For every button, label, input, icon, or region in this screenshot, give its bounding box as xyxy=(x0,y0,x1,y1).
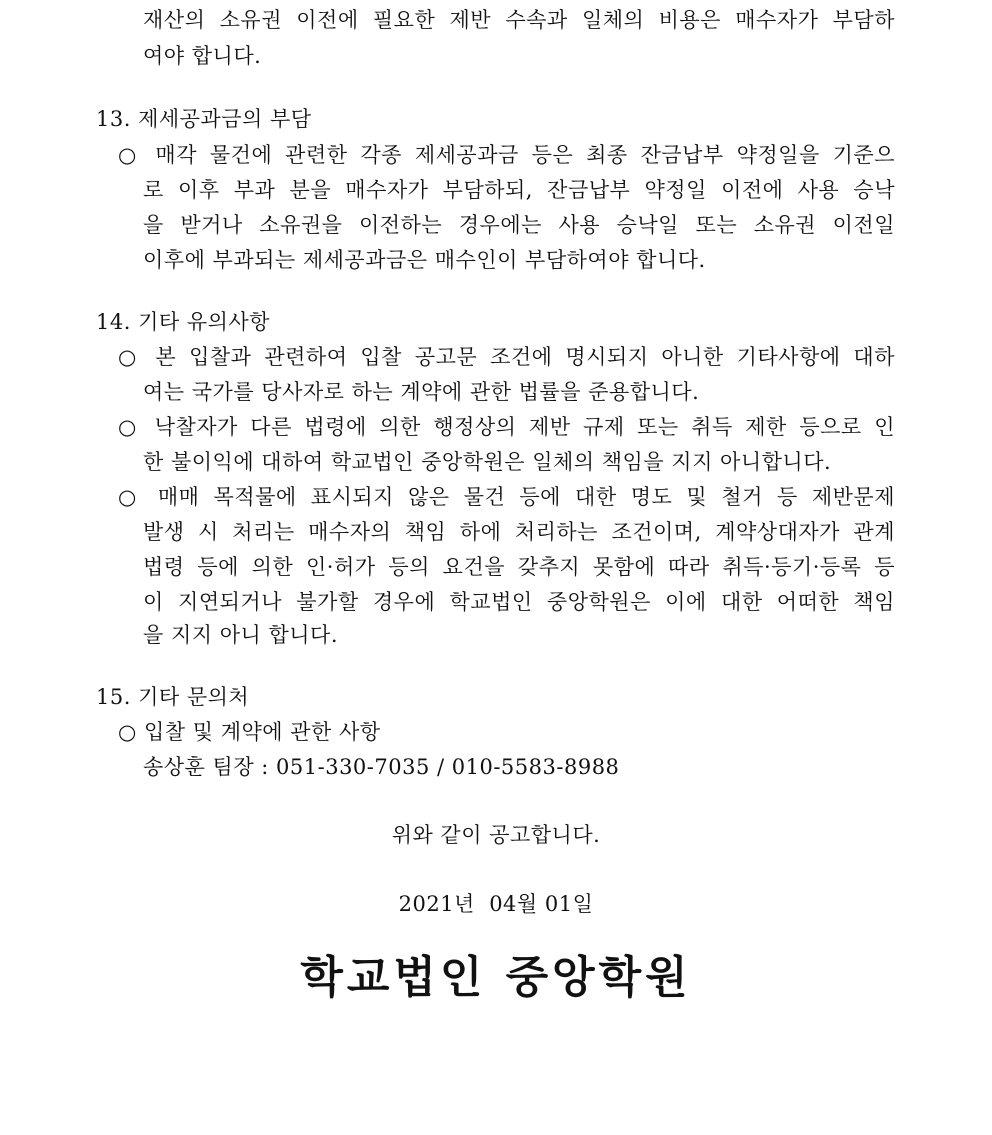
section-13-item-line: 이후에 부과되는 제세공과금은 매수인이 부담하여야 합니다. xyxy=(143,248,706,272)
contact-info: 송상훈 팀장 : 051-330-7035 / 010-5583-8988 xyxy=(143,755,620,779)
intro-line: 여야 합니다. xyxy=(143,44,262,68)
section-13-item-line: 로 이후 부과 분을 매수자가 부담하되, 잔금납부 약정일 이전에 사용 승낙 xyxy=(143,178,895,202)
section-13-item-line: 을 받거나 소유권을 이전하는 경우에는 사용 승낙일 또는 소유권 이전일 xyxy=(143,213,895,237)
section-14-item-line: 한 불이익에 대하여 학교법인 중앙학원은 일체의 책임을 지지 아니합니다. xyxy=(143,450,832,474)
intro-line: 재산의 소유권 이전에 필요한 제반 수속과 일체의 비용은 매수자가 부담하 xyxy=(143,8,895,32)
section-13-heading: 13. 제세공과금의 부담 xyxy=(96,107,312,131)
section-14-item-line: 을 지지 아니 합니다. xyxy=(143,623,338,647)
section-14-heading: 14. 기타 유의사항 xyxy=(96,310,270,334)
section-13-item-line: ○ 매각 물건에 관련한 각종 제세공과금 등은 최종 잔금납부 약정일을 기준으 xyxy=(118,143,895,167)
section-14-item-line: 여는 국가를 당사자로 하는 계약에 관한 법률을 준용합니다. xyxy=(143,380,700,404)
section-14-item-line: ○ 낙찰자가 다른 법령에 의한 행정상의 제반 규제 또는 취득 제한 등으로 인 xyxy=(118,415,895,439)
section-15-item: ○ 입찰 및 계약에 관한 사항 xyxy=(118,720,381,744)
section-15-heading: 15. 기타 문의처 xyxy=(96,685,250,709)
section-14-item-line: 이 지연되거나 불가할 경우에 학교법인 중앙학원은 이에 대한 어떠한 책임 xyxy=(143,590,895,614)
section-14-item-line: 발생 시 처리는 매수자의 책임 하에 처리하는 조건이며, 계약상대자가 관계 xyxy=(143,520,895,544)
announcement-date: 2021년 04월 01일 xyxy=(398,892,594,916)
section-14-item-line: 법령 등에 의한 인·허가 등의 요건을 갖추지 못함에 따라 취득·등기·등록 등 xyxy=(143,555,895,579)
closing-statement: 위와 같이 공고합니다. xyxy=(391,823,601,847)
section-14-item-line: ○ 매매 목적물에 표시되지 않은 물건 등에 대한 명도 및 철거 등 제반문제 xyxy=(118,485,895,509)
organization-signature: 학교법인 중앙학원 xyxy=(300,952,692,1003)
section-14-item-line: ○ 본 입찰과 관련하여 입찰 공고문 조건에 명시되지 아니한 기타사항에 대하 xyxy=(118,345,895,369)
